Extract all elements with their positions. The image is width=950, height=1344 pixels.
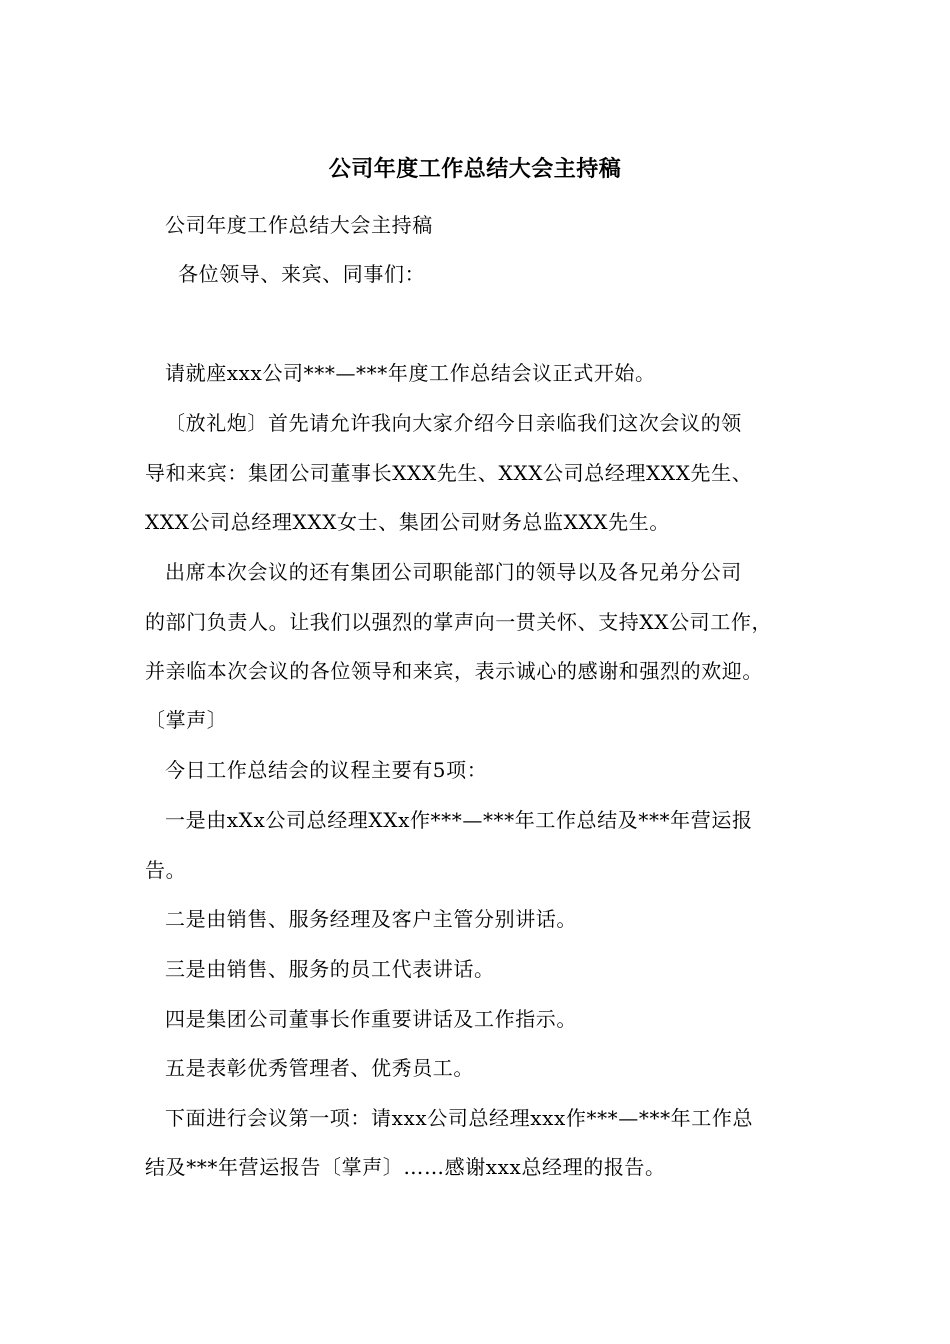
paragraph-line: 请就座xxx公司***—***年度工作总结会议正式开始。 xyxy=(165,361,656,385)
document-title: 公司年度工作总结大会主持稿 xyxy=(328,157,622,182)
agenda-item: 四是集团公司董事长作重要讲话及工作指示。 xyxy=(165,1007,577,1031)
agenda-item: 告。 xyxy=(145,858,187,882)
greeting-line: 各位领导、来宾、同事们： xyxy=(178,262,426,286)
agenda-item: 一是由xXx公司总经理XXx作***—***年工作总结及***年营运报 xyxy=(165,808,753,832)
paragraph-line: 下面进行会议第一项：请xxx公司总经理xxx作***—***年工作总 xyxy=(165,1106,754,1130)
paragraph-line: 出席本次会议的还有集团公司职能部门的领导以及各兄弟分公司 xyxy=(165,560,742,584)
paragraph-line: XXX公司总经理XXX女士、集团公司财务总监XXX先生。 xyxy=(145,510,670,534)
paragraph-line: 〔放礼炮〕首先请允许我向大家介绍今日亲临我们这次会议的领 xyxy=(165,411,742,435)
paragraph-line: 并亲临本次会议的各位领导和来宾，表示诚心的感谢和强烈的欢迎。 xyxy=(145,659,763,683)
paragraph-line: 今日工作总结会的议程主要有5项： xyxy=(165,758,488,782)
agenda-item: 三是由销售、服务的员工代表讲话。 xyxy=(165,957,495,981)
agenda-item: 二是由销售、服务经理及客户主管分别讲话。 xyxy=(165,907,577,931)
paragraph-line: 导和来宾：集团公司董事长XXX先生、XXX公司总经理XXX先生、 xyxy=(145,461,753,485)
paragraph-line: 结及***年营运报告〔掌声〕……感谢xxx总经理的报告。 xyxy=(145,1155,666,1179)
agenda-item: 五是表彰优秀管理者、优秀员工。 xyxy=(165,1056,474,1080)
paragraph-line: 〔掌声〕 xyxy=(145,708,228,732)
subtitle-line: 公司年度工作总结大会主持稿 xyxy=(165,213,433,237)
paragraph-line: 的部门负责人。让我们以强烈的掌声向一贯关怀、支持XX公司工作， xyxy=(145,610,773,634)
